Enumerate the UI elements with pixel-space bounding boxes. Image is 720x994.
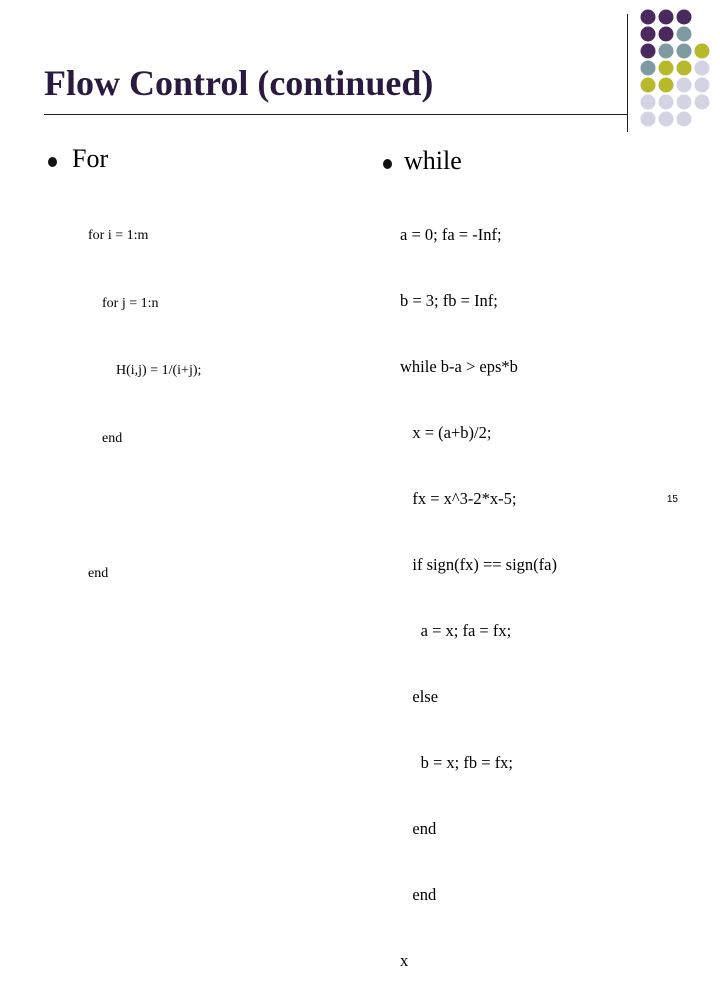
decorative-dot [641,27,656,42]
code-line: end [400,819,437,838]
code-line: b = x; fb = fx; [400,753,514,772]
code-line: a = x; fa = fx; [400,621,512,640]
decorative-dot [659,112,674,127]
for-code-block [88,180,201,608]
decorative-dot [641,44,656,59]
code-line: else [400,687,439,706]
decorative-dot [659,61,674,76]
decorative-dot [677,112,692,127]
code-line: end [400,885,437,904]
decorative-dot [677,95,692,110]
code-line: H(i,j) = 1/(i+j); [88,363,202,378]
decorative-dot [659,78,674,93]
code-line [88,495,201,518]
decorative-dot [659,95,674,110]
code-line: while b-a > eps*b [400,357,518,376]
decorative-dot [677,44,692,59]
code-line: end [88,430,123,446]
code-line: for j = 1:n [88,295,159,311]
decorative-dot [641,112,656,127]
code-line: fx = x^3-2*x-5; [400,489,517,508]
code-line: end [88,565,109,581]
decorative-dot [695,61,710,76]
bullet-icon-for [48,156,57,169]
title-underline [44,114,628,115]
page-number: 15 [666,494,678,505]
heading-for: For [72,144,109,173]
code-line: for i = 1:m [88,228,149,243]
decorative-dot [659,27,674,42]
decorative-dot [695,44,710,59]
decorative-dot [641,95,656,110]
decorative-dot [695,95,710,110]
bullet-icon-while [383,158,392,171]
decorative-dot [659,10,674,25]
decorative-dot [677,78,692,93]
decorative-dot [641,10,656,25]
slide-title: Flow Control (continued) [44,63,434,103]
heading-while: while [404,146,462,175]
decorative-dot [677,27,692,42]
code-line: x [400,951,409,970]
code-line: b = 3; fb = Inf; [400,291,498,310]
while-code-block [400,180,557,994]
code-line: x = (a+b)/2; [400,423,492,442]
decorative-dot [641,78,656,93]
decorative-dot [659,44,674,59]
code-line: if sign(fx) == sign(fa) [400,555,557,574]
decorative-dot [695,78,710,93]
code-line: a = 0; fa = -Inf; [400,225,502,244]
decorative-dot [677,61,692,76]
decorative-dot [677,10,692,25]
decorative-dot [641,61,656,76]
